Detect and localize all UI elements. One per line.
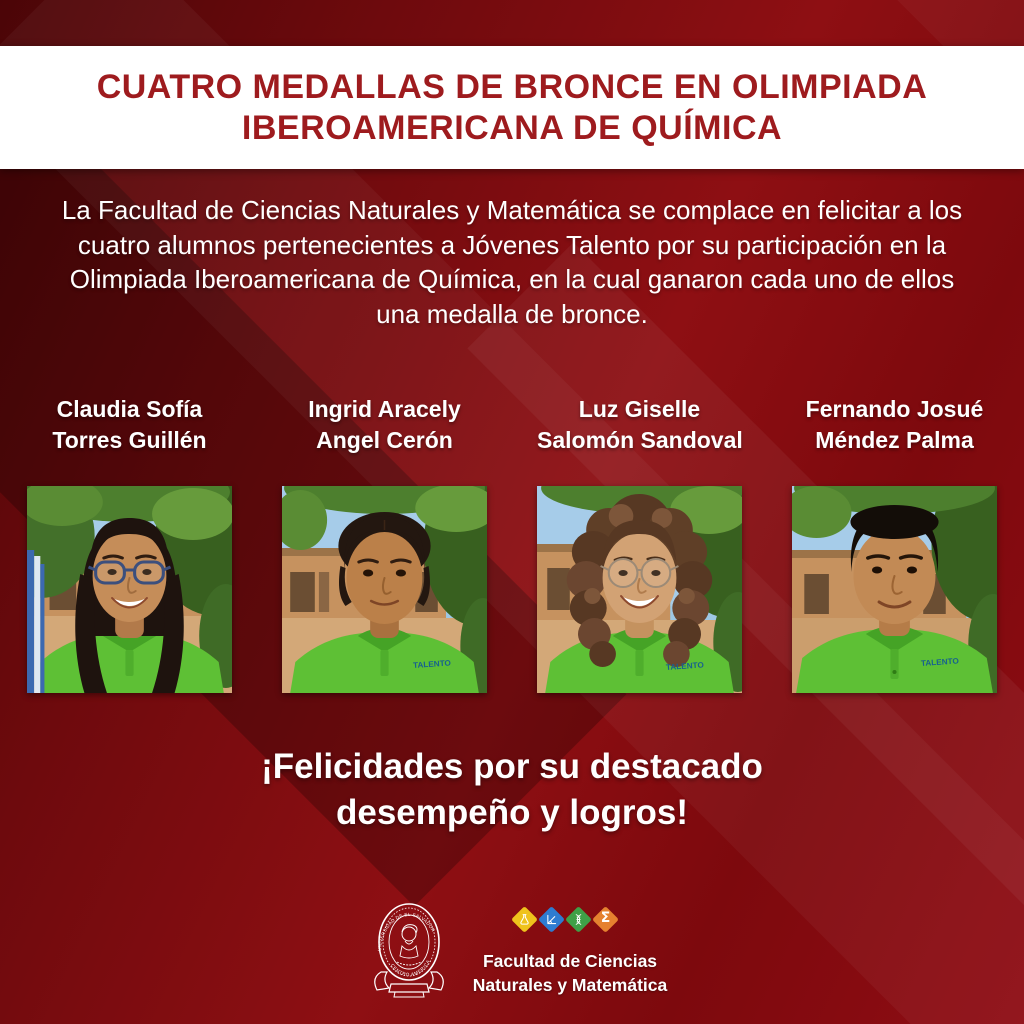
student-name: [282, 394, 487, 456]
svg-text:TALENTO: TALENTO: [412, 658, 452, 670]
student-name-line1: Fernando Josué: [805, 396, 984, 422]
sigma-icon: Σ: [592, 906, 619, 933]
student-name-line1: Ingrid Aracely: [308, 396, 461, 422]
student-name-line2: Angel Cerón: [316, 427, 453, 454]
student-photo: [792, 486, 997, 693]
student-name-line1: Claudia Sofía: [56, 396, 203, 422]
faculty-logo-diamonds: [511, 906, 619, 933]
student-name: [792, 394, 997, 456]
portrait-illustration: [27, 486, 232, 693]
title-banner: [0, 46, 1024, 169]
portrait-illustration: [537, 486, 742, 693]
poster-title-line2: IBEROAMERICANA DE QUÍMICA: [241, 108, 783, 147]
dna-icon: [565, 906, 592, 933]
portrait-illustration: [792, 486, 997, 693]
svg-text:TALENTO: TALENTO: [920, 656, 960, 668]
faculty-name-line1: Facultad de Ciencias: [482, 951, 658, 971]
student-photo: [27, 486, 232, 693]
student-photo: [282, 486, 487, 693]
flask-icon: [511, 906, 538, 933]
congratulations-text: ¡Felicidades por su destacado desempeño y logros!: [261, 747, 763, 832]
student-name: [537, 394, 742, 456]
student-photo: [537, 486, 742, 693]
poster-title-line1: CUATRO MEDALLAS DE BRONCE EN OLIMPIADA: [96, 67, 928, 106]
seal-arc-bottom-text: CENTRO AMERICA: [389, 958, 431, 978]
student-name-line1: Luz Giselle: [578, 396, 701, 422]
faculty-name-line2: Naturales y Matemática: [472, 975, 668, 996]
student-photos-row: [27, 486, 997, 693]
faculty-name: [430, 949, 710, 997]
svg-text:TALENTO: TALENTO: [665, 660, 705, 672]
intro-paragraph: La Facultad de Ciencias Naturales y Matemática se complace en felicitar a los cuatro alumnos pertenecientes a Jóvenes Talento por su participación en la Olimpiada Iberoamericana de Química, en la cual ganaron cada uno de ellos una medalla de bronce.: [61, 195, 963, 329]
seal-arc-top-text: UNIVERSIDAD DE EL SALVADOR: [376, 911, 436, 952]
student-name-line2: Torres Guillén: [52, 427, 207, 454]
geometry-icon: [538, 906, 565, 933]
student-name: [27, 394, 232, 456]
portrait-illustration: [282, 486, 487, 693]
student-name-line2: Méndez Palma: [815, 427, 974, 454]
student-names-row: [27, 394, 997, 456]
student-name-line2: Salomón Sandoval: [537, 427, 743, 454]
